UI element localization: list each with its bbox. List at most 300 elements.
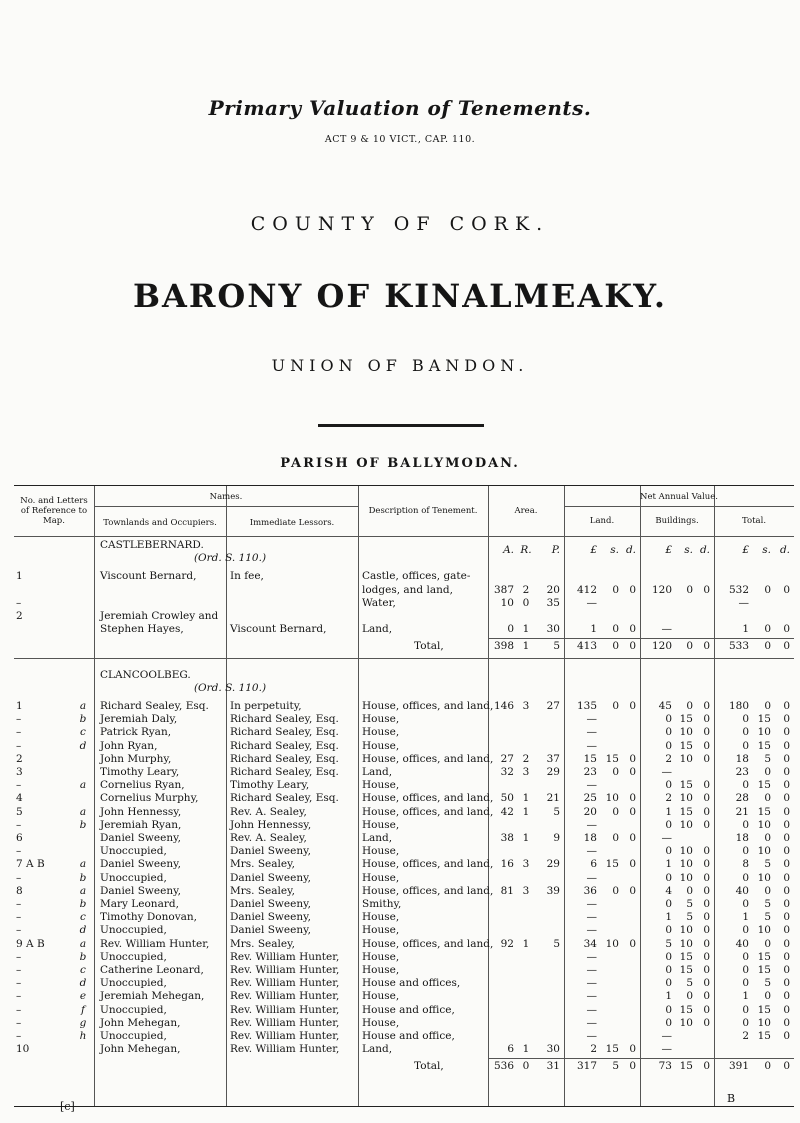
table-row-occ: Unoccupied, — [100, 950, 167, 963]
table-row-no: – — [16, 739, 22, 752]
table-row-occ: Daniel Sweeny, — [100, 832, 181, 844]
table-row-td: 0 — [783, 1030, 790, 1042]
table-row-no: – — [16, 898, 22, 910]
ordnance-sheet: (Ord. S. 110.) — [193, 552, 267, 565]
table-row-bs: 10 — [679, 871, 693, 884]
table-row-desc: House and offices, — [362, 977, 461, 990]
table-row-tl: 0 — [742, 898, 749, 910]
table-row-no: – — [16, 845, 22, 858]
table-row-bl: 2 — [665, 752, 672, 765]
table-row-ld: 0 — [629, 700, 636, 712]
table-row-bd: 0 — [703, 884, 710, 897]
table-row-bs: 15 — [679, 739, 693, 752]
table-row-occ: John Ryan, — [100, 739, 158, 752]
total-r: 0 — [522, 1060, 530, 1073]
table-row-occ: Viscount Bernard, — [100, 570, 197, 583]
table-row-no: – — [16, 713, 22, 726]
table-row-desc: lodges, and land, — [362, 583, 453, 596]
table-row-no: 5 — [16, 805, 23, 818]
table-row-occ: John Murphy, — [100, 752, 172, 765]
total-rule — [488, 638, 794, 639]
unit-label: A. — [503, 544, 514, 556]
table-row-tl: 2 — [742, 1030, 749, 1042]
table-row-bd: 0 — [703, 950, 710, 963]
table-row-no: – — [16, 1016, 22, 1029]
table-row-td: 0 — [783, 583, 790, 596]
table-row-a: 32 — [500, 766, 514, 778]
unit-label: d. — [625, 544, 636, 556]
table-row-bl: 0 — [665, 898, 672, 910]
table-row-ts: 15 — [757, 964, 771, 976]
table-row-r: 3 — [522, 858, 530, 871]
table-row-desc: House, — [362, 845, 400, 858]
table-row-ts: 10 — [757, 845, 771, 858]
table-row-ld: 0 — [629, 1043, 636, 1056]
table-row-occ: Patrick Ryan, — [100, 726, 172, 739]
table-row-td: 0 — [783, 700, 790, 712]
page-title: Primary Valuation of Tenements. — [208, 96, 592, 120]
table-row-occ: Timothy Leary, — [100, 766, 180, 778]
table-row-no: – — [16, 977, 22, 990]
table-row-letter: c — [80, 726, 86, 739]
table-row-occ: Cornelius Murphy, — [100, 792, 199, 805]
table-row-occ: Unoccupied, — [100, 977, 167, 990]
table-row-no: – — [16, 1030, 22, 1042]
table-row-r: 1 — [522, 832, 530, 844]
total-p: 31 — [546, 1060, 560, 1073]
table-row-td: 0 — [783, 739, 790, 752]
unit-label: s. — [610, 544, 619, 556]
table-row-bd: 0 — [703, 977, 710, 990]
table-row-desc: House, — [362, 950, 400, 963]
table-row-ts: 10 — [757, 818, 771, 831]
table-row-bd: 0 — [703, 1016, 710, 1029]
table-row-ll: 36 — [583, 884, 597, 897]
table-row-lessor: Rev. William Hunter, — [230, 977, 340, 990]
table-row-letter: e — [79, 990, 87, 1003]
table-row-lessor: Mrs. Sealey, — [230, 937, 295, 950]
table-row-occ: Jeremiah Mehegan, — [100, 990, 205, 1003]
table-row-td: 0 — [783, 977, 790, 990]
header-ref: No. and Letters of Reference to Map. — [20, 496, 88, 526]
table-row-bl: 0 — [665, 924, 672, 937]
table-row-lessor: Richard Sealey, Esq. — [230, 792, 339, 805]
table-row-td: 0 — [783, 766, 790, 778]
table-row-occ: Unoccupied, — [100, 1003, 167, 1016]
total-ls: 0 — [612, 640, 619, 653]
table-row-no: – — [16, 818, 22, 831]
table-row-ts: 15 — [757, 739, 771, 752]
table-row-no: – — [16, 871, 22, 884]
unit-label: £ — [590, 544, 597, 556]
table-row-tl: 18 — [735, 752, 749, 765]
total-ls: 5 — [612, 1060, 619, 1073]
table-row-ll: — — [586, 779, 597, 792]
table-row-occ: Mary Leonard, — [100, 898, 179, 910]
table-row-tl: 0 — [742, 1003, 749, 1016]
table-row-ts: 10 — [757, 924, 771, 937]
table-row-ts: 5 — [764, 752, 771, 765]
table-row-desc: House, offices, and land, — [362, 752, 494, 765]
table-row-tl: 180 — [728, 700, 749, 712]
table-row-no: 3 — [16, 766, 23, 778]
table-row-ll: 1 — [590, 623, 597, 636]
table-row-r: 1 — [522, 1043, 530, 1056]
table-row-occ: Timothy Donovan, — [100, 911, 198, 924]
column-rule — [226, 486, 227, 1106]
table-row-td: 0 — [783, 752, 790, 765]
table-row-letter: b — [79, 950, 87, 963]
table-row-desc: House, offices, and land, — [362, 700, 494, 712]
table-row-tl: 0 — [742, 950, 749, 963]
total-td: 0 — [783, 640, 790, 653]
table-row-bs: 0 — [686, 583, 693, 596]
table-row-letter: d — [79, 977, 87, 990]
table-row-td: 0 — [783, 1016, 790, 1029]
act-reference: ACT 9 & 10 VICT., CAP. 110. — [324, 134, 476, 145]
union-heading: UNION OF BANDON. — [271, 356, 529, 375]
table-row-td: 0 — [783, 832, 790, 844]
table-row-desc: House, — [362, 924, 400, 937]
table-row-desc: House and office, — [362, 1030, 455, 1042]
table-row-bl: — — [661, 1043, 672, 1056]
table-row-bl: 2 — [665, 792, 672, 805]
total-bd: 0 — [703, 640, 710, 653]
header-total: Total. — [741, 516, 767, 526]
townland-name: CLANCOOLBEG. — [100, 668, 191, 681]
table-row-occ: Rev. William Hunter, — [100, 937, 210, 950]
table-row-td: 0 — [783, 623, 790, 636]
table-row-td: 0 — [783, 792, 790, 805]
table-row-letter: a — [79, 858, 87, 871]
table-row-letter: g — [79, 1016, 87, 1029]
table-row-ts: 15 — [757, 713, 771, 726]
table-row-a: 27 — [500, 752, 514, 765]
valuation-table — [14, 485, 794, 1107]
table-row-bd: 0 — [703, 726, 710, 739]
table-row-bd: 0 — [703, 858, 710, 871]
table-row-desc: House, offices, and land, — [362, 937, 494, 950]
table-row-occ: Jeremiah Crowley and — [100, 610, 219, 622]
table-row-tl: 23 — [735, 766, 749, 778]
table-row-bd: 0 — [703, 1003, 710, 1016]
table-row-letter: a — [79, 779, 87, 792]
table-row-r: 3 — [522, 700, 530, 712]
table-row-occ: Daniel Sweeny, — [100, 858, 181, 871]
unit-label: £ — [665, 544, 672, 556]
table-row-r: 1 — [522, 623, 530, 636]
table-row-p: 29 — [546, 766, 560, 778]
table-row-ts: 0 — [764, 766, 771, 778]
table-row-desc: Water, — [362, 596, 396, 609]
total-tl: 391 — [728, 1060, 749, 1073]
unit-label: d. — [699, 544, 710, 556]
table-row-desc: Land, — [362, 832, 393, 844]
table-row-a: 0 — [507, 623, 514, 636]
townland-name: CASTLEBERNARD. — [100, 539, 204, 551]
table-row-letter: d — [79, 739, 87, 752]
table-row-lessor: Timothy Leary, — [230, 779, 310, 792]
table-row-letter: a — [79, 805, 87, 818]
table-row-p: 27 — [546, 700, 560, 712]
table-row-bl: 45 — [658, 700, 672, 712]
table-row-ll: 34 — [583, 937, 597, 950]
table-row-tl: 18 — [735, 832, 749, 844]
table-row-no: 9 A B — [16, 937, 45, 950]
table-row-desc: Land, — [362, 623, 393, 636]
table-row-occ: Richard Sealey, Esq. — [100, 700, 209, 712]
table-row-desc: House, offices, and land, — [362, 792, 494, 805]
signature-mark: B — [727, 1092, 736, 1105]
table-row-ld: 0 — [629, 937, 636, 950]
table-row-letter: h — [79, 1030, 87, 1042]
table-row-no: – — [16, 726, 22, 739]
table-row-ll: — — [586, 739, 597, 752]
table-row-occ: Unoccupied, — [100, 845, 167, 858]
header-rule — [94, 506, 358, 507]
total-rule — [488, 1058, 794, 1059]
total-p: 5 — [553, 640, 560, 653]
table-row-bl: 1 — [665, 805, 672, 818]
table-row-ld: 0 — [629, 805, 636, 818]
table-row-occ: Unoccupied, — [100, 1030, 167, 1042]
table-row-bs: 10 — [679, 752, 693, 765]
table-row-bs: 15 — [679, 1003, 693, 1016]
total-ts: 0 — [764, 1060, 771, 1073]
table-row-ls: 0 — [612, 884, 619, 897]
table-row-no: 2 — [16, 752, 23, 765]
table-row-tl: 532 — [728, 583, 749, 596]
table-row-desc: House, — [362, 911, 400, 924]
table-row-bd: 0 — [703, 990, 710, 1003]
table-row-bs: 10 — [679, 818, 693, 831]
table-row-td: 0 — [783, 924, 790, 937]
table-row-bl: — — [661, 766, 672, 778]
total-label: Total, — [414, 640, 444, 653]
table-row-tl: 0 — [742, 845, 749, 858]
table-row-ld: 0 — [629, 623, 636, 636]
total-bl: 73 — [658, 1060, 672, 1073]
table-row-no: 8 — [16, 884, 23, 897]
table-row-bs: 10 — [679, 726, 693, 739]
table-row-desc: House, — [362, 990, 400, 1003]
table-row-a: 92 — [500, 937, 514, 950]
table-row-ts: 0 — [764, 700, 771, 712]
table-row-bd: 0 — [703, 845, 710, 858]
table-row-bl: 0 — [665, 818, 672, 831]
table-row-bd: 0 — [703, 805, 710, 818]
table-row-bs: 10 — [679, 924, 693, 937]
table-row-bs: 0 — [686, 700, 693, 712]
table-row-ls: 0 — [612, 623, 619, 636]
header-buildings: Buildings. — [655, 516, 699, 526]
unit-label: s. — [762, 544, 771, 556]
table-row-r: 0 — [522, 596, 530, 609]
table-row-lessor: Rev. A. Sealey, — [230, 805, 307, 818]
table-row-occ: Daniel Sweeny, — [100, 884, 181, 897]
table-row-bs: 0 — [686, 884, 693, 897]
table-row-ls: 10 — [605, 792, 619, 805]
table-row-td: 0 — [783, 964, 790, 976]
total-label: Total, — [414, 1060, 444, 1073]
table-row-lessor: Daniel Sweeny, — [230, 911, 311, 924]
table-row-no: 10 — [16, 1043, 30, 1056]
column-rule — [94, 486, 95, 1106]
table-row-a: 50 — [500, 792, 514, 805]
header-lessors: Immediate Lessors. — [249, 518, 335, 528]
table-row-ll: 18 — [583, 832, 597, 844]
table-row-a: 6 — [507, 1043, 514, 1056]
table-row-ts: 0 — [764, 990, 771, 1003]
table-row-td: 0 — [783, 898, 790, 910]
table-row-ld: 0 — [629, 792, 636, 805]
table-row-letter: a — [79, 700, 87, 712]
table-row-desc: House, — [362, 964, 400, 976]
table-row-no: 7 A B — [16, 858, 45, 871]
table-row-letter: c — [80, 964, 86, 976]
table-row-letter: b — [79, 713, 87, 726]
unit-label: d. — [779, 544, 790, 556]
parish-heading: PARISH OF BALLYMODAN. — [280, 456, 520, 471]
table-row-td: 0 — [783, 990, 790, 1003]
table-row-occ: Jeremiah Daly, — [100, 713, 178, 726]
table-row-td: 0 — [783, 884, 790, 897]
table-row-bl: 0 — [665, 1016, 672, 1029]
table-row-ll: — — [586, 726, 597, 739]
table-row-bl: 0 — [665, 977, 672, 990]
table-row-lessor: Daniel Sweeny, — [230, 845, 311, 858]
table-row-ll: — — [586, 990, 597, 1003]
header-area: Area. — [514, 506, 538, 516]
table-row-bd: 0 — [703, 818, 710, 831]
table-row-tl: 1 — [742, 911, 749, 924]
table-row-lessor: Mrs. Sealey, — [230, 858, 295, 871]
table-row-no: – — [16, 911, 22, 924]
table-row-bd: 0 — [703, 700, 710, 712]
unit-label: £ — [742, 544, 749, 556]
table-row-lessor: Rev. William Hunter, — [230, 1030, 340, 1042]
table-row-ls: 0 — [612, 805, 619, 818]
table-row-occ: Unoccupied, — [100, 924, 167, 937]
header-rule — [564, 506, 794, 507]
table-row-tl: 1 — [742, 623, 749, 636]
table-row-bl: 1 — [665, 990, 672, 1003]
total-r: 1 — [522, 640, 530, 653]
table-row-bs: 0 — [686, 990, 693, 1003]
table-row-occ: John Mehegan, — [100, 1016, 181, 1029]
table-row-desc: House, — [362, 713, 400, 726]
table-row-ll: — — [586, 898, 597, 910]
table-row-a: 38 — [500, 832, 514, 844]
table-row-no: – — [16, 779, 22, 792]
table-row-ll: 412 — [576, 583, 597, 596]
table-row-lessor: Richard Sealey, Esq. — [230, 739, 339, 752]
table-row-ll: — — [586, 924, 597, 937]
table-row-a: 16 — [500, 858, 514, 871]
table-row-td: 0 — [783, 937, 790, 950]
table-row-bd: 0 — [703, 898, 710, 910]
table-row-ts: 15 — [757, 779, 771, 792]
column-rule — [640, 486, 641, 1106]
table-row-bl: 0 — [665, 1003, 672, 1016]
column-rule — [714, 486, 715, 1106]
table-row-no: 2 — [16, 610, 23, 622]
table-row-ts: 15 — [757, 1003, 771, 1016]
table-row-bl: 4 — [665, 884, 672, 897]
table-row-ll: 15 — [583, 752, 597, 765]
table-row-desc: Smithy, — [362, 898, 402, 910]
table-row-ll: — — [586, 845, 597, 858]
table-row-ll: 23 — [583, 766, 597, 778]
table-row-td: 0 — [783, 911, 790, 924]
table-row-letter: c — [80, 911, 86, 924]
table-row-p: 9 — [553, 832, 560, 844]
table-row-bd: 0 — [703, 713, 710, 726]
table-row-ll: — — [586, 964, 597, 976]
table-row-tl: 40 — [735, 937, 749, 950]
table-row-no: – — [16, 964, 22, 976]
table-row-ld: 0 — [629, 884, 636, 897]
table-row-bs: 15 — [679, 805, 693, 818]
table-row-tl: 0 — [742, 964, 749, 976]
table-row-bs: 5 — [686, 977, 693, 990]
header-net-annual-value: Net Annual Value. — [640, 492, 718, 502]
table-row-desc: House and office, — [362, 1003, 455, 1016]
table-row-ll: 6 — [590, 858, 597, 871]
table-row-ls: 0 — [612, 583, 619, 596]
table-row-ls: 0 — [612, 832, 619, 844]
table-row-tl: 0 — [742, 739, 749, 752]
table-row-bl: 0 — [665, 739, 672, 752]
table-row-no: – — [16, 924, 22, 937]
table-row-bl: — — [661, 623, 672, 636]
table-row-letter: f — [81, 1003, 85, 1016]
header-land: Land. — [589, 516, 615, 526]
table-row-td: 0 — [783, 950, 790, 963]
total-ts: 0 — [764, 640, 771, 653]
table-row-lessor: Richard Sealey, Esq. — [230, 713, 339, 726]
table-row-ls: 0 — [612, 766, 619, 778]
table-row-no: – — [16, 950, 22, 963]
table-row-desc: House, offices, and land, — [362, 858, 494, 871]
heading-rule — [318, 424, 484, 427]
table-row-ll: — — [586, 871, 597, 884]
table-row-no: – — [16, 1003, 22, 1016]
total-bs: 0 — [686, 640, 693, 653]
table-row-no: 1 — [16, 700, 23, 712]
table-row-ls: 15 — [605, 1043, 619, 1056]
table-row-bd: 0 — [703, 964, 710, 976]
table-row-ts: 0 — [764, 884, 771, 897]
table-row-lessor: Richard Sealey, Esq. — [230, 766, 339, 778]
table-row-bs: 10 — [679, 1016, 693, 1029]
table-row-letter: b — [79, 871, 87, 884]
table-row-bl: 120 — [651, 583, 672, 596]
table-row-bl: 0 — [665, 726, 672, 739]
table-row-ll: 20 — [583, 805, 597, 818]
table-row-bl: 5 — [665, 937, 672, 950]
table-row-ts: 5 — [764, 911, 771, 924]
table-row-desc: House, — [362, 739, 400, 752]
table-row-ll: — — [586, 1030, 597, 1042]
table-row-lessor: Rev. William Hunter, — [230, 1043, 340, 1056]
table-row-tl: 0 — [742, 1016, 749, 1029]
table-row-ld: 0 — [629, 858, 636, 871]
table-row-lessor: Mrs. Sealey, — [230, 884, 295, 897]
table-row-lessor: Richard Sealey, Esq. — [230, 752, 339, 765]
table-row-bs: 10 — [679, 845, 693, 858]
table-row-letter: a — [79, 937, 87, 950]
